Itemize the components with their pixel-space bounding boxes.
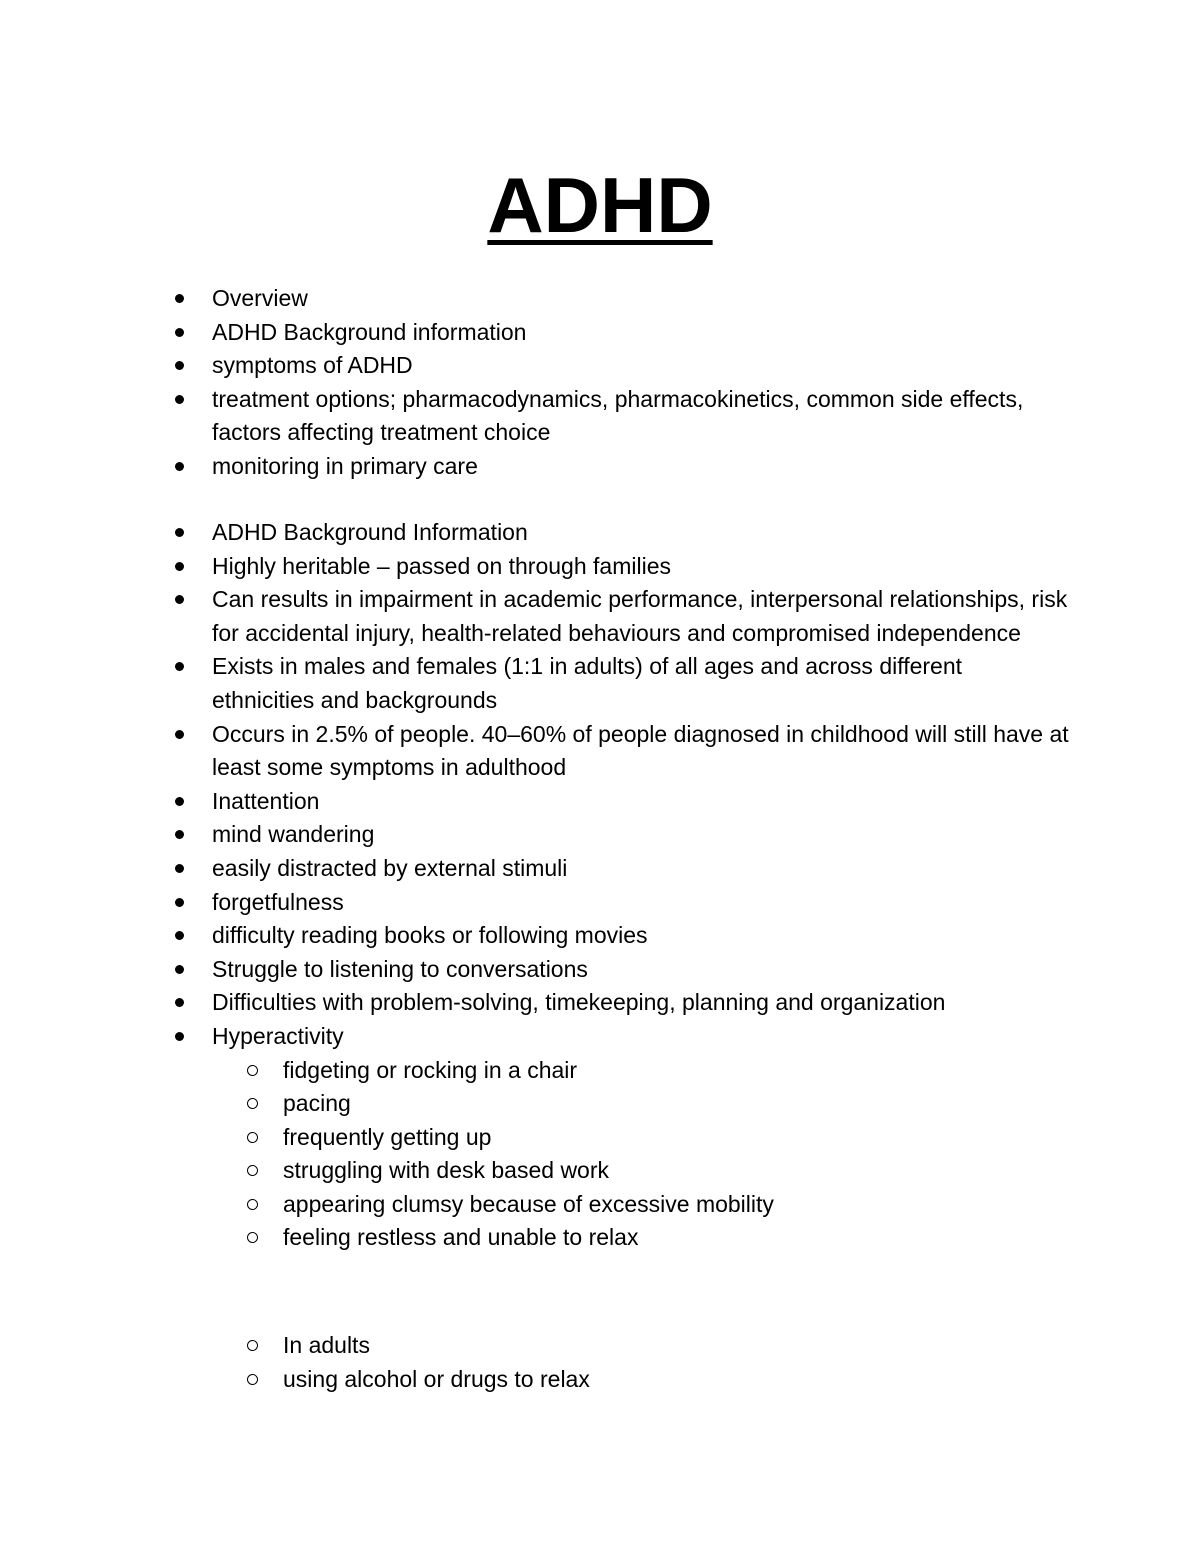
sub-list-item: fidgeting or rocking in a chair xyxy=(0,1054,1200,1088)
list-item: Highly heritable – passed on through families xyxy=(0,550,1200,584)
document-title: ADHD xyxy=(487,161,713,249)
list-item: difficulty reading books or following movies xyxy=(0,919,1200,953)
sub-list-item: feeling restless and unable to relax xyxy=(0,1221,1200,1255)
list-item: Can results in impairment in academic performance, interpersonal relationships, risk for accidental injury, health-related behaviours and compromised independence xyxy=(0,583,1200,650)
sub-list-item: frequently getting up xyxy=(0,1121,1200,1155)
adult-sublist xyxy=(0,1329,1200,1396)
sub-list-item: In adults xyxy=(0,1329,1200,1363)
sub-list-item: pacing xyxy=(0,1087,1200,1121)
list-item: ADHD Background information xyxy=(0,316,1200,350)
list-item: easily distracted by external stimuli xyxy=(0,852,1200,886)
list-item: Inattention xyxy=(0,785,1200,819)
list-item: ADHD Background Information xyxy=(0,516,1200,550)
list-item: treatment options; pharmacodynamics, pharmacokinetics, common side effects, factors affecting treatment choice xyxy=(0,383,1200,450)
sub-list-item: using alcohol or drugs to relax xyxy=(0,1363,1200,1397)
overview-list xyxy=(0,282,1200,484)
list-item: Difficulties with problem-solving, timekeeping, planning and organization xyxy=(0,986,1200,1020)
list-item: symptoms of ADHD xyxy=(0,349,1200,383)
list-item: Struggle to listening to conversations xyxy=(0,953,1200,987)
list-item: Hyperactivity xyxy=(0,1020,1200,1054)
list-item: Overview xyxy=(0,282,1200,316)
sub-list-item: struggling with desk based work xyxy=(0,1154,1200,1188)
sub-list-item: appearing clumsy because of excessive mobility xyxy=(0,1188,1200,1222)
list-item: mind wandering xyxy=(0,818,1200,852)
list-item: forgetfulness xyxy=(0,886,1200,920)
list-item: monitoring in primary care xyxy=(0,450,1200,484)
list-item: Exists in males and females (1:1 in adults) of all ages and across different ethnicities and backgrounds xyxy=(0,650,1200,717)
list-item: Occurs in 2.5% of people. 40–60% of people diagnosed in childhood will still have at least some symptoms in adulthood xyxy=(0,718,1200,785)
background-list xyxy=(0,516,1200,1255)
